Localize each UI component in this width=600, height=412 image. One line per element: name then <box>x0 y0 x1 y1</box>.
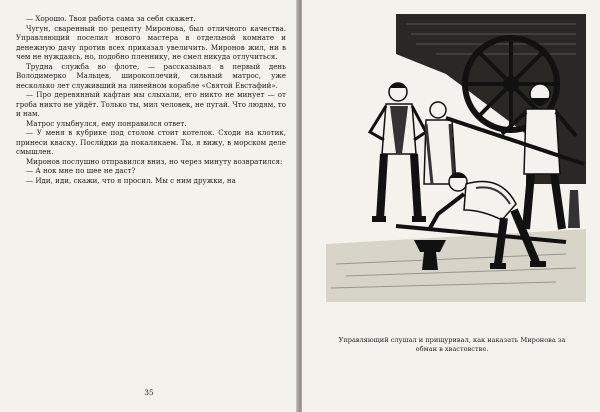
torso <box>524 109 560 174</box>
paragraph: — Иди, иди, скажи, что я просил. Мы с ним дружки, на <box>26 175 236 185</box>
paragraph: Матрос улыбнулся, ему понравился ответ. <box>26 118 187 128</box>
paragraph: — У меня в кубрике под столом стоит котелок. Сходи на клотик, принеси кваску. Послйдки да покалякаем. Ты, я вижу, в морском деле смышлен. <box>16 128 286 156</box>
illustration-caption: Управляющий слушал и прищуривал, как наказать Миронова за обман в хвастовстве. <box>338 336 566 353</box>
illustration <box>326 14 586 302</box>
left-page <box>0 0 298 412</box>
background-figure <box>568 190 580 228</box>
paragraph: — Хорошо. Твоя работа сама за себя скажет. <box>26 14 196 23</box>
right-page <box>302 0 600 412</box>
body-text <box>16 14 286 380</box>
page-number: 35 <box>144 388 154 397</box>
paragraph: — А нок мне по шее не даст? <box>26 166 136 175</box>
paragraph: Чугун, сваренный по рецепту Миронова, был отличного качества. Управляющий поселил нового мастера в отдельной комнате и денежную дачу против всех приказал увеличить. Миронов жил, ни в чем не нуждаясь, но, подобно пленнику, не смел никуда отлучиться. <box>16 23 286 61</box>
head <box>430 102 446 118</box>
paragraph: Трудна служба во флоте, — рассказывал в первый день Володимерко Мальцев, широкоплечий, сильный матрос, уже несколько лет служивший на линейном корабле «Святой Евстафий». <box>16 61 286 90</box>
paragraph: — Про деревянный кафтан мы слыхали, его никто не минует — от гроба никто не уйдёт. Только ты, мил человек, не пугай. Что людям, то и нам. <box>16 90 286 118</box>
paragraph: Миронов послушно отправился вниз, но через минуту возвратился: <box>26 156 283 166</box>
